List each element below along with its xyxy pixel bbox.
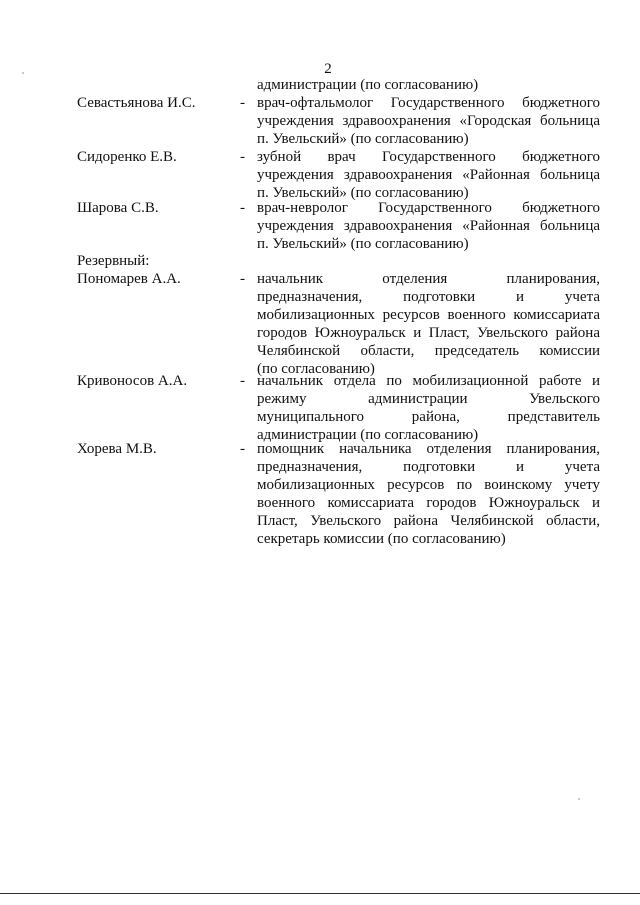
role-line: администрации (по согласованию): [257, 427, 479, 443]
member-name: Хорева М.В.: [77, 441, 157, 457]
role-line: п. Увельский» (по согласованию): [257, 131, 469, 147]
page-number: 2: [324, 61, 332, 77]
dash-separator: -: [240, 373, 245, 389]
dash-separator: -: [240, 271, 245, 287]
member-role: [257, 440, 600, 548]
member-name: Шарова С.В.: [77, 200, 159, 216]
role-line: предназначения, подготовки и учета: [257, 459, 600, 475]
role-line: зубной врач Государственного бюджетного: [257, 149, 600, 165]
role-line: п. Увельский» (по согласованию): [257, 236, 469, 252]
role-line: секретарь комиссии (по согласованию): [257, 531, 506, 547]
role-line: Пласт, Увельского района Челябинской области,: [257, 513, 600, 529]
member-role: [257, 148, 600, 202]
member-role: [257, 372, 600, 444]
role-line: учреждения здравоохранения «Районная больница: [257, 218, 600, 234]
member-role: [257, 199, 600, 253]
member-name: Севастьянова И.С.: [77, 95, 196, 111]
role-line: городов Южноуральск и Пласт, Увельского района: [257, 325, 600, 341]
role-line: п. Увельский» (по согласованию): [257, 185, 469, 201]
role-line: врач-офтальмолог Государственного бюджетного: [257, 95, 600, 111]
scan-speck: [578, 798, 580, 800]
dash-separator: -: [240, 95, 245, 111]
role-line: учреждения здравоохранения «Районная больница: [257, 167, 600, 183]
role-line: военного комиссариата городов Южноуральск и: [257, 495, 600, 511]
role-line: Челябинской области, председатель комиссии: [257, 343, 600, 359]
role-line: начальник отделения планирования,: [257, 271, 600, 287]
member-name: Сидоренко Е.В.: [77, 149, 177, 165]
role-line: помощник начальника отделения планирования,: [257, 441, 600, 457]
role-line: мобилизационных ресурсов военного комиссариата: [257, 307, 600, 323]
continuation-line: администрации (по согласованию): [257, 77, 479, 93]
role-line: режиму администрации Увельского: [257, 391, 600, 407]
reserve-heading: Резервный:: [77, 253, 150, 269]
role-line: (по согласованию): [257, 361, 375, 377]
role-line: мобилизационных ресурсов по воинскому учету: [257, 477, 600, 493]
role-line: предназначения, подготовки и учета: [257, 289, 600, 305]
role-line: начальник отдела по мобилизационной работе и: [257, 373, 600, 389]
scan-speck: [22, 72, 24, 74]
member-role: [257, 94, 600, 148]
dash-separator: -: [240, 441, 245, 457]
role-line: муниципального района, представитель: [257, 409, 600, 425]
dash-separator: -: [240, 200, 245, 216]
role-line: врач-невролог Государственного бюджетного: [257, 200, 600, 216]
role-line: учреждения здравоохранения «Городская больница: [257, 113, 600, 129]
member-name: Пономарев А.А.: [77, 271, 181, 287]
dash-separator: -: [240, 149, 245, 165]
member-role: [257, 270, 600, 378]
member-name: Кривоносов А.А.: [77, 373, 188, 389]
scan-bottom-edge: [0, 893, 640, 894]
